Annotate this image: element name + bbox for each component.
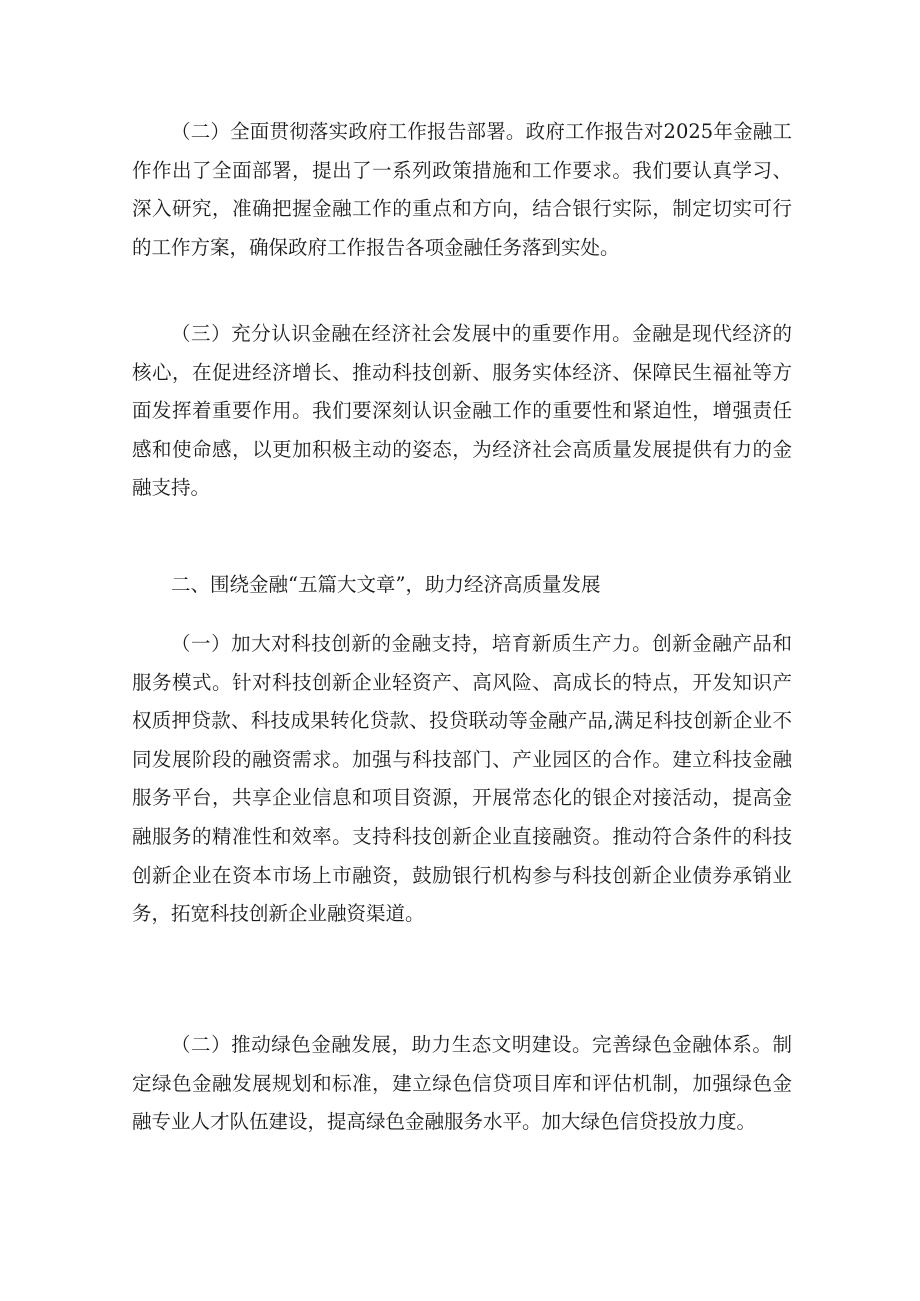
paragraph-finance-role: （三）充分认识金融在经济社会发展中的重要作用。金融是现代经济的核心，在促进经济增长、推动科技创新、服务实体经济、保障民生福祉等方面发挥着重要作用。我们要深刻认识金融工作的重要性和紧迫性，增强责任感和使命感，以更加积极主动的姿态，为经济社会高质量发展提供有力的金融支持。 xyxy=(132,322,792,500)
section-heading-five-articles: 二、围绕金融“五篇大文章”，助力经济高质量发展 xyxy=(171,573,601,596)
paragraph-implement-government-report: （二）全面贯彻落实政府工作报告部署。政府工作报告对2025年金融工作作出了全面部署，提出了一系列政策措施和工作要求。我们要认真学习、深入研究，准确把握金融工作的重点和方向，结合银行实际，制定切实可行的工作方案，确保政府工作报告各项金融任务落到实处。 xyxy=(132,120,792,259)
paragraph-green-finance: （二）推动绿色金融发展，助力生态文明建设。完善绿色金融体系。制定绿色金融发展规划和标准，建立绿色信贷项目库和评估机制，加强绿色金融专业人才队伍建设，提高绿色金融服务水平。加大绿色信贷投放力度。 xyxy=(132,1033,792,1134)
paragraph-tech-innovation: （一）加大对科技创新的金融支持，培育新质生产力。创新金融产品和服务模式。针对科技创新企业轻资产、高风险、高成长的特点，开发知识产权质押贷款、科技成果转化贷款、投贷联动等金融产品,满足科技创新企业不同发展阶段的融资需求。加强与科技部门、产业园区的合作。建立科技金融服务平台，共享企业信息和项目资源，开展常态化的银企对接活动，提高金融服务的精准性和效率。支持科技创新企业直接融资。推动符合条件的科技创新企业在资本市场上市融资，鼓励银行机构参与科技创新企业债券承销业务，拓宽科技创新企业融资渠道。 xyxy=(132,632,792,926)
